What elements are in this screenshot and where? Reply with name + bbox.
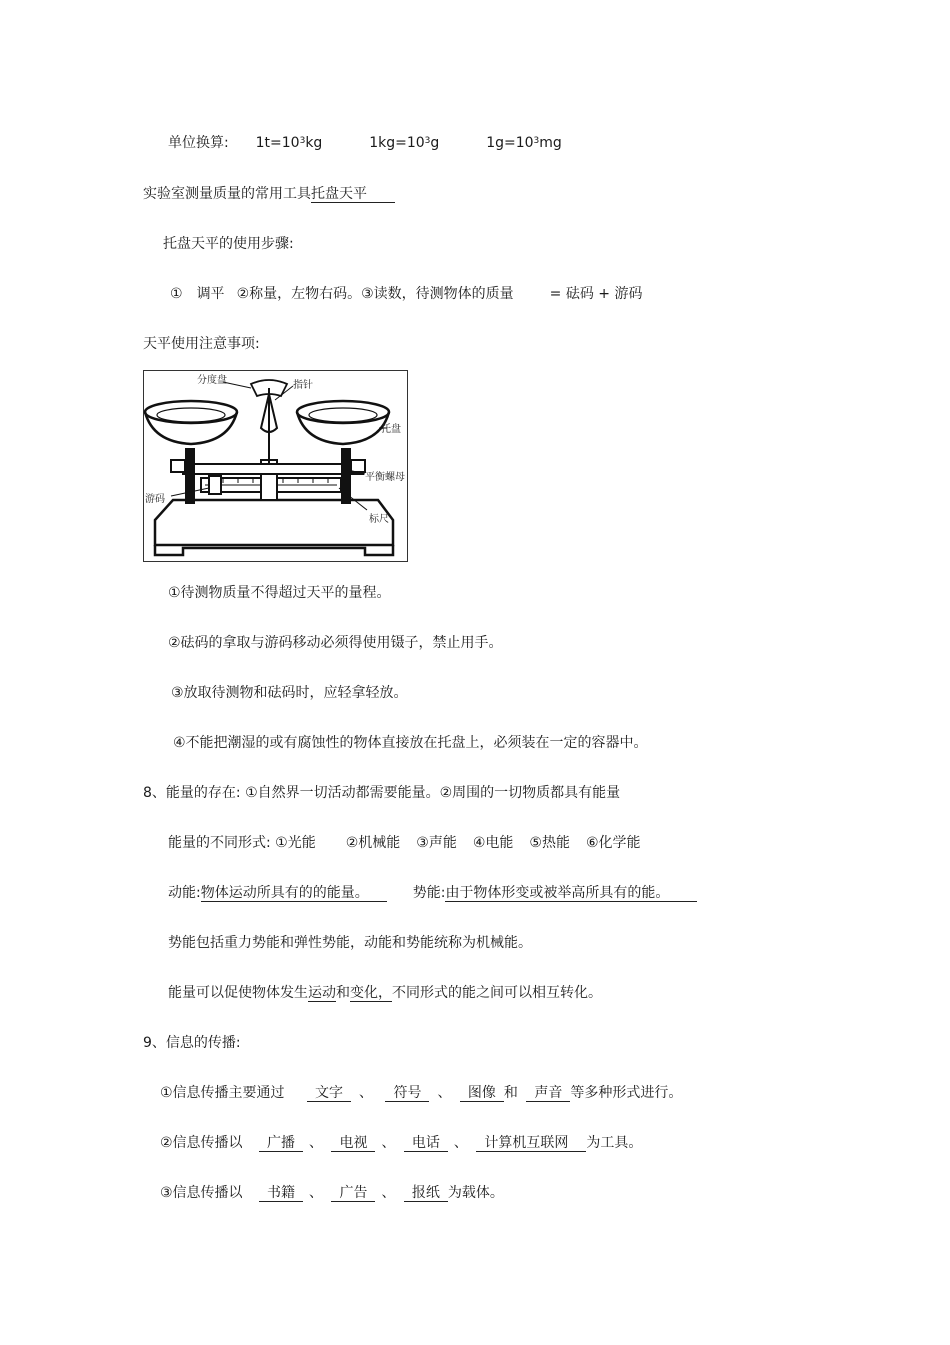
potential-blank: 由于物体形变或被举高所具有的能。 xyxy=(445,884,697,902)
label-nut: 平衡螺母 xyxy=(365,472,405,483)
unit-item: $1t=10^3kg$ xyxy=(255,135,323,151)
lab-tool-blank: 托盘天平 xyxy=(311,185,395,203)
kinetic-blank: 物体运动所具有的的能量。 xyxy=(201,884,387,902)
label-dial: 分度盘 xyxy=(197,375,227,386)
balance-diagram xyxy=(143,370,408,562)
note-item: ③放取待测物和砝码时，应轻拿轻放。 xyxy=(171,685,408,701)
blank-broadcast: 广播 xyxy=(259,1134,303,1152)
blank-symbol: 符号 xyxy=(385,1084,429,1102)
blank-sound: 声音 xyxy=(526,1084,570,1102)
blank-newspaper: 报纸 xyxy=(404,1184,448,1202)
info-heading: 9、信息的传播: xyxy=(143,1035,241,1051)
energy-heading: 8、能量的存在: ①自然界一切活动都需要能量。②周围的一切物质都具有能量 xyxy=(143,785,621,801)
unit-item: $1g=10^3mg$ xyxy=(486,135,562,151)
unit-item: $1kg=10^3g$ xyxy=(369,135,440,151)
steps-line: ① 调平 ②称量，左物右码。③读数，待测物体的质量 = 砝码 + 游码 xyxy=(170,286,643,302)
kinetic-potential-line: 动能:物体运动所具有的的能量。 势能:由于物体形变或被举高所具有的能。 xyxy=(168,884,697,902)
label-pointer: 指针 xyxy=(293,380,313,391)
blank-change: 变化， xyxy=(350,985,392,1001)
blank-phone: 电话 xyxy=(404,1134,448,1152)
blank-books: 书籍 xyxy=(259,1184,303,1202)
energy-transform-line: 能量可以促使物体发生运动和变化，不同形式的能之间可以相互转化。 xyxy=(168,985,602,1001)
unit-conversion-line xyxy=(168,134,562,152)
note-item: ②砝码的拿取与游码移动必须得使用镊子，禁止用手。 xyxy=(168,635,503,651)
unit-prefix: 单位换算: xyxy=(168,135,229,151)
info-carriers-line: ③信息传播以 书籍 、 广告 、 报纸 为载体。 xyxy=(160,1185,504,1201)
blank-text: 文字 xyxy=(307,1084,351,1102)
label-pan: 托盘 xyxy=(381,424,401,435)
steps-title: 托盘天平的使用步骤: xyxy=(163,236,294,252)
info-tools-line: ②信息传播以 广播 、 电视 、 电话 、 计算机互联网 为工具。 xyxy=(160,1135,643,1151)
label-scale: 标尺 xyxy=(369,514,389,525)
label-rider: 游码 xyxy=(145,494,165,505)
energy-forms-line: 能量的不同形式: ①光能 ②机械能 ③声能 ④电能 ⑤热能 ⑥化学能 xyxy=(168,835,641,851)
energy-summary: 势能包括重力势能和弹性势能，动能和势能统称为机械能。 xyxy=(168,935,532,951)
blank-ads: 广告 xyxy=(331,1184,375,1202)
blank-internet: 计算机互联网 xyxy=(476,1134,586,1152)
blank-tv: 电视 xyxy=(331,1134,375,1152)
info-forms-line: ①信息传播主要通过 文字 、 符号 、 图像 和 声音 等多种形式进行。 xyxy=(160,1085,683,1101)
lab-tool-line: 实验室测量质量的常用工具托盘天平 xyxy=(143,185,395,203)
note-item: ④不能把潮湿的或有腐蚀性的物体直接放在托盘上，必须装在一定的容器中。 xyxy=(173,735,648,751)
blank-image: 图像 xyxy=(460,1084,504,1102)
blank-motion: 运动 xyxy=(308,985,336,1001)
notes-title: 天平使用注意事项: xyxy=(143,336,260,352)
note-item: ①待测物质量不得超过天平的量程。 xyxy=(168,585,391,601)
